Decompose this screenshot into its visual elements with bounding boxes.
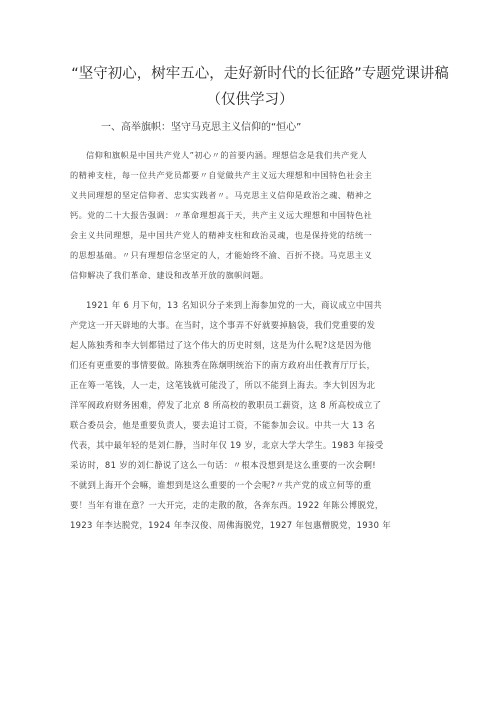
paragraph-line: 的思想基础。〃只有理想信念坚定的人，才能始终不渝、百折不挠。马克思主义 xyxy=(70,250,373,260)
paragraph-line: 义共同理想的坚定信仰者、忠实实践者〃。马克思主义信仰是政治之魂、精神之 xyxy=(70,190,373,200)
paragraph-line: 洋军阀政府财务困难，停发了北京 8 所高校的教职员工薪资，这 8 所高校成立了 xyxy=(70,400,382,410)
section-heading: 一、高举旗帜：坚守马克思主义信仰的“恒心” xyxy=(101,122,302,133)
paragraph-line: 产党这一开天辟地的大事。在当时，这个事弄不好就要掉脑袋，我们党重要的发 xyxy=(70,320,376,330)
paragraph-line: 不就到上海开个会嘛，谁想到是这么重要的一个会呢?〃共产党的成立何等的重 xyxy=(70,480,372,490)
paragraph-line: 信仰解决了我们革命、建设和改革开放的旗帜问题。 xyxy=(70,270,269,280)
document-subtitle: （仅供学习） xyxy=(206,92,294,108)
paragraph-line: 会主义共同理想，是中国共产党人的精神支柱和政治灵魂，也是保持党的结统一 xyxy=(70,230,373,240)
paragraph-line: 采访时，81 岁的刘仁静说了这么一句话：〃根本没想到是这么重要的一次会啊! xyxy=(70,460,376,470)
paragraph-line: 们还有更重要的事情要做。陈独秀在陈炯明统治下的南方政府出任教育厅厅长， xyxy=(70,360,376,370)
document-title: “坚守初心，树牢五心，走好新时代的长征路”专题党课讲稿 xyxy=(71,66,449,82)
paragraph-line: 正在筹一笔钱，人一走，这笔钱就可能没了，所以不能到上海去。李大钊因为北 xyxy=(70,380,376,390)
paragraph-line: 钙。党的二十大报告强调：〃革命理想高于天，共产主义远大理想和中国特色社 xyxy=(70,210,373,220)
paragraph-line: 信仰和旗帜是中国共产党人”初心〃的首要内涵。理想信念是我们共产党人 xyxy=(86,150,368,160)
paragraph-line: 1921 年 6 月下旬，13 名知识分子来到上海参加党的一大，商议成立中国共 xyxy=(86,300,383,310)
paragraph-line: 联合委员会，他是重要负责人，要去追讨工资，不能参加会议。中共一大 13 名 xyxy=(70,420,376,430)
paragraph-line: 1923 年李达脱党，1924 年李汉俊、周佛海脱党，1927 年包惠僧脱党，1930 年 xyxy=(70,520,392,530)
paragraph-line: 要！当年有谁在意？一大开完，走的走散的散，各奔东西。1922 年陈公博脱党， xyxy=(70,500,384,510)
paragraph-line: 起人陈独秀和李大钊都错过了这个伟大的历史时刻，这是为什么呢?这是因为他 xyxy=(70,340,372,350)
paragraph-line: 的精神支柱，每一位共产党员都要〃自觉做共产主义远大理想和中国特色社会主 xyxy=(70,170,373,180)
paragraph-line: 代表，其中最年轻的是刘仁静，当时年仅 19 岁，北京大学大学生。1983 年接受 xyxy=(70,440,384,450)
